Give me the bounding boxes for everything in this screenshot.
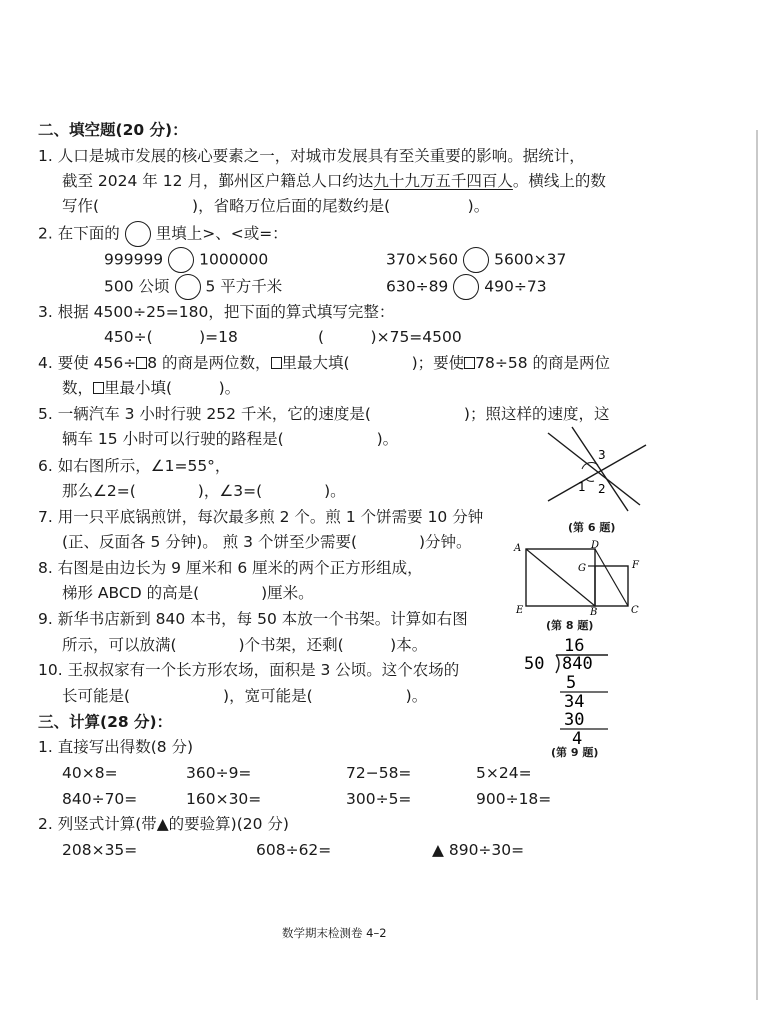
point-label-E: E <box>516 605 524 615</box>
q8-line2: 梯形 ABCD 的高是( )厘米。 <box>62 584 314 602</box>
angle-label-2: 2 <box>598 482 606 496</box>
vertical-calc-item: 608÷62= <box>256 841 332 859</box>
trapezoid-figure <box>512 540 644 615</box>
q2-pair-1: 999999 1000000 <box>104 247 268 273</box>
section3-title: 三、计算(28 分)： <box>38 713 173 731</box>
division-bracket <box>556 655 559 673</box>
division-step-2: 34 <box>564 692 585 712</box>
q4-line1: 4. 要使 456÷ 8 的商是两位数， 里最大填( )；要使 78÷58 的商是两位 <box>38 354 610 372</box>
angle-figure-line-2 <box>572 427 628 511</box>
section2-title: 二、填空题(20 分)： <box>38 121 188 139</box>
division-remainder: 4 <box>572 729 583 747</box>
comparison-circle-icon <box>168 247 194 273</box>
point-label-G: G <box>578 563 586 574</box>
angle-figure-line-3 <box>548 445 646 501</box>
point-label-F: F <box>632 560 639 571</box>
q3-item-b: ( )×75=4500 <box>318 328 462 346</box>
page-footer: 数学期末检测卷 4–2 <box>282 926 387 940</box>
blank-box-icon <box>271 357 282 369</box>
q2-line1: 2. 在下面的 里填上>、<或=： <box>38 221 288 247</box>
vertical-calc-item: 208×35= <box>62 841 138 859</box>
blank-box-icon <box>136 357 147 369</box>
comparison-circle-icon <box>453 274 479 300</box>
q4-line2: 数， 里最小填( )。 <box>62 379 241 397</box>
page-spine-shadow <box>756 130 758 1000</box>
q8-line1: 8. 右图是由边长为 9 厘米和 6 厘米的两个正方形组成， <box>38 559 423 577</box>
division-step-1: 5 <box>566 673 577 693</box>
angle-label-1: 1 <box>578 480 586 494</box>
s3-q2-title: 2. 列竖式计算(带▲的要验算)(20 分) <box>38 815 289 833</box>
calc-item: 5×24= <box>476 764 532 782</box>
calc-item: 160×30= <box>186 790 262 808</box>
q2-pair-2: 370×560 5600×37 <box>386 247 566 273</box>
q1-underlined-number: 九十九万五千四百人 <box>373 172 513 190</box>
long-division-figure <box>516 632 612 747</box>
q6-line2: 那么∠2=( )，∠3=( )。 <box>62 482 346 500</box>
calc-item: 300÷5= <box>346 790 412 808</box>
comparison-circle-icon <box>175 274 201 300</box>
q7-line2: (正、反面各 5 分钟)。 煎 3 个饼至少需要( )分钟。 <box>62 533 472 551</box>
calc-item: 900÷18= <box>476 790 552 808</box>
point-label-A: A <box>514 543 522 554</box>
q3-item-a: 450÷( )=18 <box>104 328 238 346</box>
q5-line1: 5. 一辆汽车 3 小时行驶 252 千米，它的速度是( )；照这样的速度，这 <box>38 405 610 423</box>
fig9-caption: (第 9 题) <box>551 746 599 759</box>
comparison-circle-icon <box>463 247 489 273</box>
blank-box-icon <box>464 357 475 369</box>
vertical-calc-item-check: ▲ 890÷30= <box>432 841 525 859</box>
q1-line3: 写作( )，省略万位后面的尾数约是( )。 <box>62 197 490 215</box>
q9-line2: 所示，可以放满( )个书架，还剩( )本。 <box>62 636 428 654</box>
q7-line1: 7. 用一只平底锅煎饼，每次最多煎 2 个。煎 1 个饼需要 10 分钟 <box>38 508 484 526</box>
calc-item: 40×8= <box>62 764 118 782</box>
s3-q1-title: 1. 直接写出得数(8 分) <box>38 738 194 756</box>
fig8-caption: (第 8 题) <box>546 619 594 632</box>
division-step-3: 30 <box>564 710 585 730</box>
line-DC <box>595 549 628 606</box>
q5-line2: 辆车 15 小时可以行驶的路程是( )。 <box>62 430 399 448</box>
point-label-C: C <box>631 605 639 615</box>
q1-line1: 1. 人口是城市发展的核心要素之一，对城市发展具有至关重要的影响。据统计， <box>38 147 585 165</box>
q10-line2: 长可能是( )，宽可能是( )。 <box>62 687 428 705</box>
calc-item: 72−58= <box>346 764 412 782</box>
calc-item: 840÷70= <box>62 790 138 808</box>
q2-pair-4: 630÷89 490÷73 <box>386 274 547 300</box>
angle-figure-line-1 <box>548 433 640 505</box>
calc-item: 360÷9= <box>186 764 252 782</box>
angle-figure <box>540 425 650 515</box>
division-quotient: 16 <box>564 636 585 656</box>
division-dividend: 840 <box>562 654 593 674</box>
q9-line1: 9. 新华书店新到 840 本书，每 50 本放一个书架。计算如右图 <box>38 610 468 628</box>
diagonal-AB <box>526 549 595 606</box>
comparison-circle-icon <box>125 221 151 247</box>
q3-line1: 3. 根据 4500÷25=180，把下面的算式填写完整： <box>38 303 395 321</box>
point-label-B: B <box>590 607 598 615</box>
q1-line2: 截至 2024 年 12 月，鄞州区户籍总人口约达九十九万五千四百人。横线上的数 <box>62 172 606 190</box>
q10-line1: 10. 王叔叔家有一个长方形农场，面积是 3 公顷。这个农场的 <box>38 661 460 679</box>
q2-pair-3: 500 公顷 5 平方千米 <box>104 274 282 300</box>
point-label-D: D <box>591 540 600 551</box>
angle-label-3: 3 <box>598 448 606 462</box>
division-divisor: 50 <box>524 654 545 674</box>
small-square <box>595 566 628 606</box>
q6-line1: 6. 如右图所示，∠1=55°， <box>38 457 231 475</box>
fig6-caption: (第 6 题) <box>568 521 616 534</box>
blank-box-icon <box>93 382 104 394</box>
